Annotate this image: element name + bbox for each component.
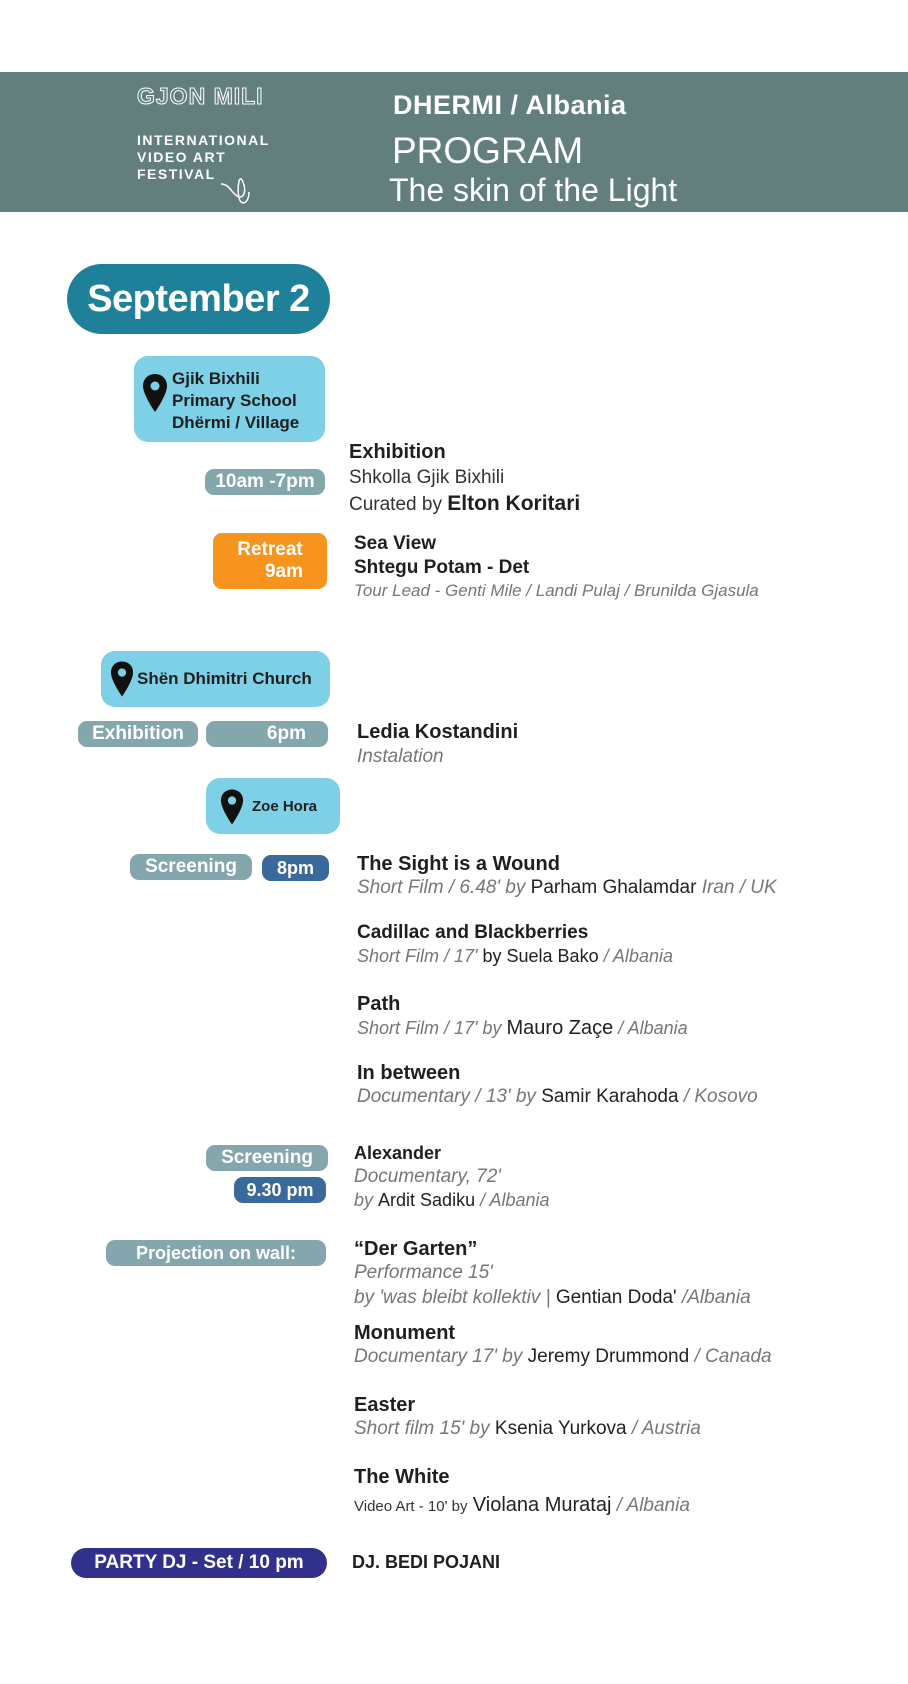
time-badge-10am: 10am -7pm	[205, 469, 325, 495]
header-location: DHERMI / Albania	[393, 90, 627, 120]
venue1-line-1: Gjik Bixhili	[172, 369, 260, 388]
exhibition-school: Shkolla Gjik Bixhili	[349, 467, 505, 488]
artist-ledia: Ledia Kostandini	[357, 721, 519, 743]
retreat-badge	[213, 533, 327, 589]
film-meta-text: Short film 15' by	[354, 1418, 490, 1439]
time-badge-8pm: 8pm	[262, 855, 329, 881]
film-monument-meta	[354, 1346, 772, 1368]
film-title: Path	[357, 993, 401, 1015]
film-garten-by	[354, 1287, 751, 1309]
film-author: Mauro Zaçe	[506, 1017, 614, 1039]
film-author: Parham Ghalamdar	[530, 877, 697, 898]
film-author: Jeremy Drummond	[527, 1346, 690, 1367]
film-white-meta	[354, 1494, 690, 1517]
party-badge: PARTY DJ - Set / 10 pm	[71, 1548, 327, 1578]
projection-badge: Projection on wall:	[106, 1240, 326, 1266]
location-pin-icon	[110, 660, 134, 698]
venue-shen-dhimitri	[101, 651, 330, 707]
venue1-line-2: Primary School	[172, 391, 297, 410]
film-meta-text: Short Film / 6.48' by	[357, 877, 526, 898]
location-pin-icon	[142, 373, 168, 413]
venue-gjik-bixhili	[134, 356, 325, 442]
logo-swirl-icon	[219, 162, 259, 208]
film-title: The Sight is a Wound	[357, 853, 560, 875]
retreat-route: Shtegu Potam - Det	[354, 557, 530, 578]
film-meta-text: Short Film / 17' by	[357, 1018, 502, 1038]
film-origin: / Albania	[480, 1190, 550, 1210]
retreat-time: 9am	[264, 561, 303, 582]
retreat-lead: Tour Lead - Genti Mile / Landi Pulaj / Brunilda Gjasula	[354, 581, 759, 600]
film-white-title: The White	[354, 1466, 450, 1488]
retreat-title: Sea View	[354, 533, 437, 554]
film-alexander-title: Alexander	[354, 1143, 442, 1163]
film-easter-meta	[354, 1418, 701, 1440]
film-author: by Suela Bako	[482, 946, 599, 966]
film-title: In between	[357, 1062, 461, 1084]
venue-zoe-hora	[206, 778, 340, 834]
venue3-name: Zoe Hora	[252, 798, 318, 815]
venue1-line-3: Dhërmi / Village	[172, 413, 300, 432]
film-garten-title: “Der Garten”	[354, 1238, 478, 1260]
location-pin-icon	[220, 788, 244, 826]
film-meta	[357, 946, 673, 967]
film-author: Gentian Doda'	[555, 1287, 677, 1308]
time-badge-930pm: 9.30 pm	[234, 1177, 326, 1203]
film-origin: / Austria	[631, 1418, 701, 1439]
film-origin: /Albania	[681, 1287, 751, 1308]
header-program: PROGRAM	[392, 130, 584, 171]
film-meta	[357, 1086, 758, 1108]
retreat-label: Retreat	[237, 539, 303, 560]
screening-badge-1: Screening	[130, 854, 252, 880]
instalation-label: Instalation	[357, 746, 444, 767]
header-subtitle: The skin of the Light	[389, 172, 678, 208]
film-author: Ksenia Yurkova	[494, 1418, 627, 1439]
film-title: Cadillac and Blackberries	[357, 922, 589, 943]
film-author: Ardit Sadiku	[378, 1190, 476, 1210]
film-origin: / Canada	[694, 1346, 772, 1367]
film-garten-meta: Performance 15'	[354, 1262, 493, 1283]
logo-line-3: FESTIVAL	[137, 166, 216, 182]
film-meta	[357, 1017, 688, 1040]
logo-name: GJON MILI	[137, 83, 264, 109]
exhibition-title: Exhibition	[349, 441, 446, 463]
venue2-name: Shën Dhimitri Church	[137, 669, 312, 688]
date-badge: September 2	[67, 264, 330, 334]
exhibition-curated	[349, 492, 580, 516]
exhibition-label-badge: Exhibition	[78, 721, 198, 747]
party-dj: DJ. BEDI POJANI	[352, 1552, 501, 1572]
film-by: by	[354, 1190, 374, 1210]
film-meta	[357, 877, 777, 899]
film-origin: / Albania	[618, 1018, 688, 1038]
film-origin: Iran / UK	[701, 877, 777, 898]
time-badge-6pm: 6pm	[206, 721, 328, 747]
film-alexander-by	[354, 1190, 550, 1211]
film-meta-text: Short Film / 17'	[357, 946, 478, 966]
film-origin: / Albania	[603, 946, 673, 966]
film-meta-text: Video Art - 10' by	[354, 1498, 468, 1515]
film-meta-text: Documentary 17' by	[354, 1346, 523, 1367]
film-origin: / Albania	[616, 1495, 690, 1516]
curator-name: Elton Koritari	[447, 492, 581, 515]
curated-by-label: Curated by	[349, 494, 442, 515]
screening-badge-2: Screening	[206, 1145, 328, 1171]
film-alexander-meta: Documentary, 72'	[354, 1166, 501, 1187]
film-origin: / Kosovo	[683, 1086, 758, 1107]
film-by: by 'was bleibt kollektiv |	[354, 1287, 551, 1308]
film-monument-title: Monument	[354, 1322, 456, 1344]
logo-line-1: INTERNATIONAL	[137, 132, 270, 148]
film-author: Violana Murataj	[472, 1494, 612, 1516]
film-meta-text: Documentary / 13' by	[357, 1086, 536, 1107]
logo-line-2: VIDEO ART	[137, 149, 227, 165]
film-easter-title: Easter	[354, 1394, 416, 1416]
film-author: Samir Karahoda	[541, 1086, 679, 1107]
festival-logo	[137, 80, 297, 210]
